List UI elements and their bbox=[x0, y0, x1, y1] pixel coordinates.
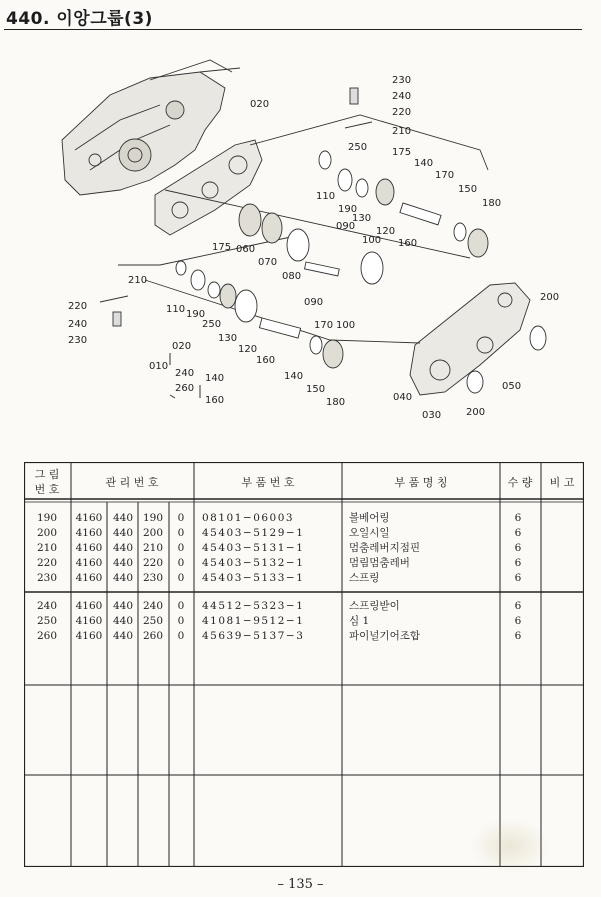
cell-part_no: 44512−5323−1 bbox=[202, 600, 305, 612]
callout-170: 170 bbox=[435, 170, 455, 181]
callout-120: 120 bbox=[376, 226, 396, 237]
assembly-bracket bbox=[170, 395, 175, 398]
cell-m3: 250 bbox=[142, 615, 164, 627]
cell-m2: 440 bbox=[112, 600, 134, 612]
cell-part_no: 45403−5133−1 bbox=[202, 572, 305, 584]
callout-090: 090 bbox=[304, 297, 324, 308]
paper-stain bbox=[470, 818, 550, 874]
parts-table bbox=[24, 462, 584, 867]
callout-070: 070 bbox=[258, 257, 278, 268]
cell-qty: 6 bbox=[514, 600, 522, 612]
callout-050: 050 bbox=[502, 381, 522, 392]
cell-m1: 4160 bbox=[75, 630, 103, 642]
cell-m1: 4160 bbox=[75, 572, 103, 584]
header-quantity: 수 량 bbox=[507, 476, 533, 489]
cell-m1: 4160 bbox=[75, 527, 103, 539]
cell-part_no: 41081−9512−1 bbox=[202, 615, 305, 627]
assembly-note-240: 240 bbox=[175, 368, 195, 379]
cell-m1: 4160 bbox=[75, 542, 103, 554]
cell-m3: 220 bbox=[142, 557, 164, 569]
cell-part_no: 08101−06003 bbox=[202, 512, 295, 524]
cell-m1: 4160 bbox=[75, 512, 103, 524]
cell-name: 멈춤레버지점핀 bbox=[349, 542, 421, 554]
cell-m1: 4160 bbox=[75, 600, 103, 612]
callout-240: 240 bbox=[68, 319, 88, 330]
cell-m2: 440 bbox=[112, 630, 134, 642]
cell-qty: 6 bbox=[514, 527, 522, 539]
cell-m3: 230 bbox=[142, 572, 164, 584]
cell-fig: 250 bbox=[36, 615, 58, 627]
header-mgmt-number: 관 리 번 호 bbox=[105, 476, 159, 489]
assembly-note-160: 160 bbox=[205, 395, 225, 406]
cell-m2: 440 bbox=[112, 572, 134, 584]
cell-m2: 440 bbox=[112, 615, 134, 627]
assembly-note-010: 010 bbox=[149, 361, 169, 372]
callout-220: 220 bbox=[392, 107, 412, 118]
callout-020: 020 bbox=[250, 99, 270, 110]
cell-m4: 0 bbox=[177, 600, 185, 612]
assembly-note-260: 260 bbox=[175, 383, 195, 394]
cell-part_no: 45639−5137−3 bbox=[202, 630, 305, 642]
callout-110: 110 bbox=[166, 304, 186, 315]
cell-m3: 210 bbox=[142, 542, 164, 554]
cell-m2: 440 bbox=[112, 527, 134, 539]
cell-m4: 0 bbox=[177, 615, 185, 627]
callout-140: 140 bbox=[284, 371, 304, 382]
cell-m3: 190 bbox=[142, 512, 164, 524]
callout-160: 160 bbox=[398, 238, 418, 249]
callout-250: 250 bbox=[348, 142, 368, 153]
cell-part_no: 45403−5131−1 bbox=[202, 542, 305, 554]
assembly-note-020: 020 bbox=[172, 341, 192, 352]
cell-m3: 240 bbox=[142, 600, 164, 612]
cell-m2: 440 bbox=[112, 512, 134, 524]
cell-m3: 200 bbox=[142, 527, 164, 539]
callout-210: 210 bbox=[392, 126, 412, 137]
callout-190: 190 bbox=[186, 309, 206, 320]
callout-175: 175 bbox=[212, 242, 232, 253]
callout-180: 180 bbox=[482, 198, 502, 209]
callout-080: 080 bbox=[282, 271, 302, 282]
assembly-note-140: 140 bbox=[205, 373, 225, 384]
callout-130: 130 bbox=[218, 333, 238, 344]
cell-fig: 200 bbox=[36, 527, 58, 539]
header-fig-line2: 번 호 bbox=[34, 483, 60, 496]
header-part-number: 부 품 번 호 bbox=[241, 476, 295, 489]
cell-name: 오일시일 bbox=[349, 527, 390, 539]
cell-qty: 6 bbox=[514, 630, 522, 642]
callout-160: 160 bbox=[256, 355, 276, 366]
callout-240: 240 bbox=[392, 91, 412, 102]
cell-name: 파이널기어조합 bbox=[349, 630, 421, 642]
callout-200: 200 bbox=[540, 292, 560, 303]
callout-100: 100 bbox=[362, 235, 382, 246]
cell-m1: 4160 bbox=[75, 557, 103, 569]
cell-m4: 0 bbox=[177, 542, 185, 554]
cell-qty: 6 bbox=[514, 557, 522, 569]
callout-060: 060 bbox=[236, 244, 256, 255]
callout-030: 030 bbox=[422, 410, 442, 421]
callout-130: 130 bbox=[352, 213, 372, 224]
callout-250: 250 bbox=[202, 319, 222, 330]
callout-175: 175 bbox=[392, 147, 412, 158]
cell-fig: 210 bbox=[36, 542, 58, 554]
cell-name: 볼베어링 bbox=[349, 512, 390, 524]
callout-150: 150 bbox=[458, 184, 478, 195]
cell-qty: 6 bbox=[514, 615, 522, 627]
header-remarks: 비 고 bbox=[549, 476, 575, 489]
cell-part_no: 45403−5129−1 bbox=[202, 527, 305, 539]
cell-m4: 0 bbox=[177, 630, 185, 642]
cell-fig: 230 bbox=[36, 572, 58, 584]
cell-qty: 6 bbox=[514, 512, 522, 524]
callout-180: 180 bbox=[326, 397, 346, 408]
cell-fig: 190 bbox=[36, 512, 58, 524]
cell-qty: 6 bbox=[514, 572, 522, 584]
cell-name: 심 1 bbox=[349, 615, 370, 627]
page-title: 440. 이앙그룹(3) bbox=[6, 9, 153, 29]
callout-110: 110 bbox=[316, 191, 336, 202]
callout-210: 210 bbox=[128, 275, 148, 286]
callout-230: 230 bbox=[68, 335, 88, 346]
callout-170: 170 bbox=[314, 320, 334, 331]
cell-fig: 260 bbox=[36, 630, 58, 642]
callout-230: 230 bbox=[392, 75, 412, 86]
callout-040: 040 bbox=[393, 392, 413, 403]
cell-m4: 0 bbox=[177, 512, 185, 524]
page-number: – 135 – bbox=[277, 877, 324, 892]
cell-m4: 0 bbox=[177, 527, 185, 539]
cell-name: 스프링받이 bbox=[349, 600, 400, 612]
cell-m2: 440 bbox=[112, 557, 134, 569]
callout-120: 120 bbox=[238, 344, 258, 355]
cell-fig: 220 bbox=[36, 557, 58, 569]
callout-150: 150 bbox=[306, 384, 326, 395]
callout-090: 090 bbox=[336, 221, 356, 232]
callout-190: 190 bbox=[338, 204, 358, 215]
cell-name: 스프링 bbox=[349, 572, 380, 584]
cell-m3: 260 bbox=[142, 630, 164, 642]
cell-m1: 4160 bbox=[75, 615, 103, 627]
callout-200: 200 bbox=[466, 407, 486, 418]
cell-m4: 0 bbox=[177, 572, 185, 584]
cell-fig: 240 bbox=[36, 600, 58, 612]
callout-100: 100 bbox=[336, 320, 356, 331]
cell-name: 멈림멈춤레버 bbox=[349, 557, 410, 569]
callout-220: 220 bbox=[68, 301, 88, 312]
cell-m2: 440 bbox=[112, 542, 134, 554]
cell-m4: 0 bbox=[177, 557, 185, 569]
header-fig-line1: 그 림 bbox=[34, 468, 60, 481]
header-part-name: 부 품 명 칭 bbox=[394, 476, 448, 489]
cell-part_no: 45403−5132−1 bbox=[202, 557, 305, 569]
cell-qty: 6 bbox=[514, 542, 522, 554]
callout-140: 140 bbox=[414, 158, 434, 169]
